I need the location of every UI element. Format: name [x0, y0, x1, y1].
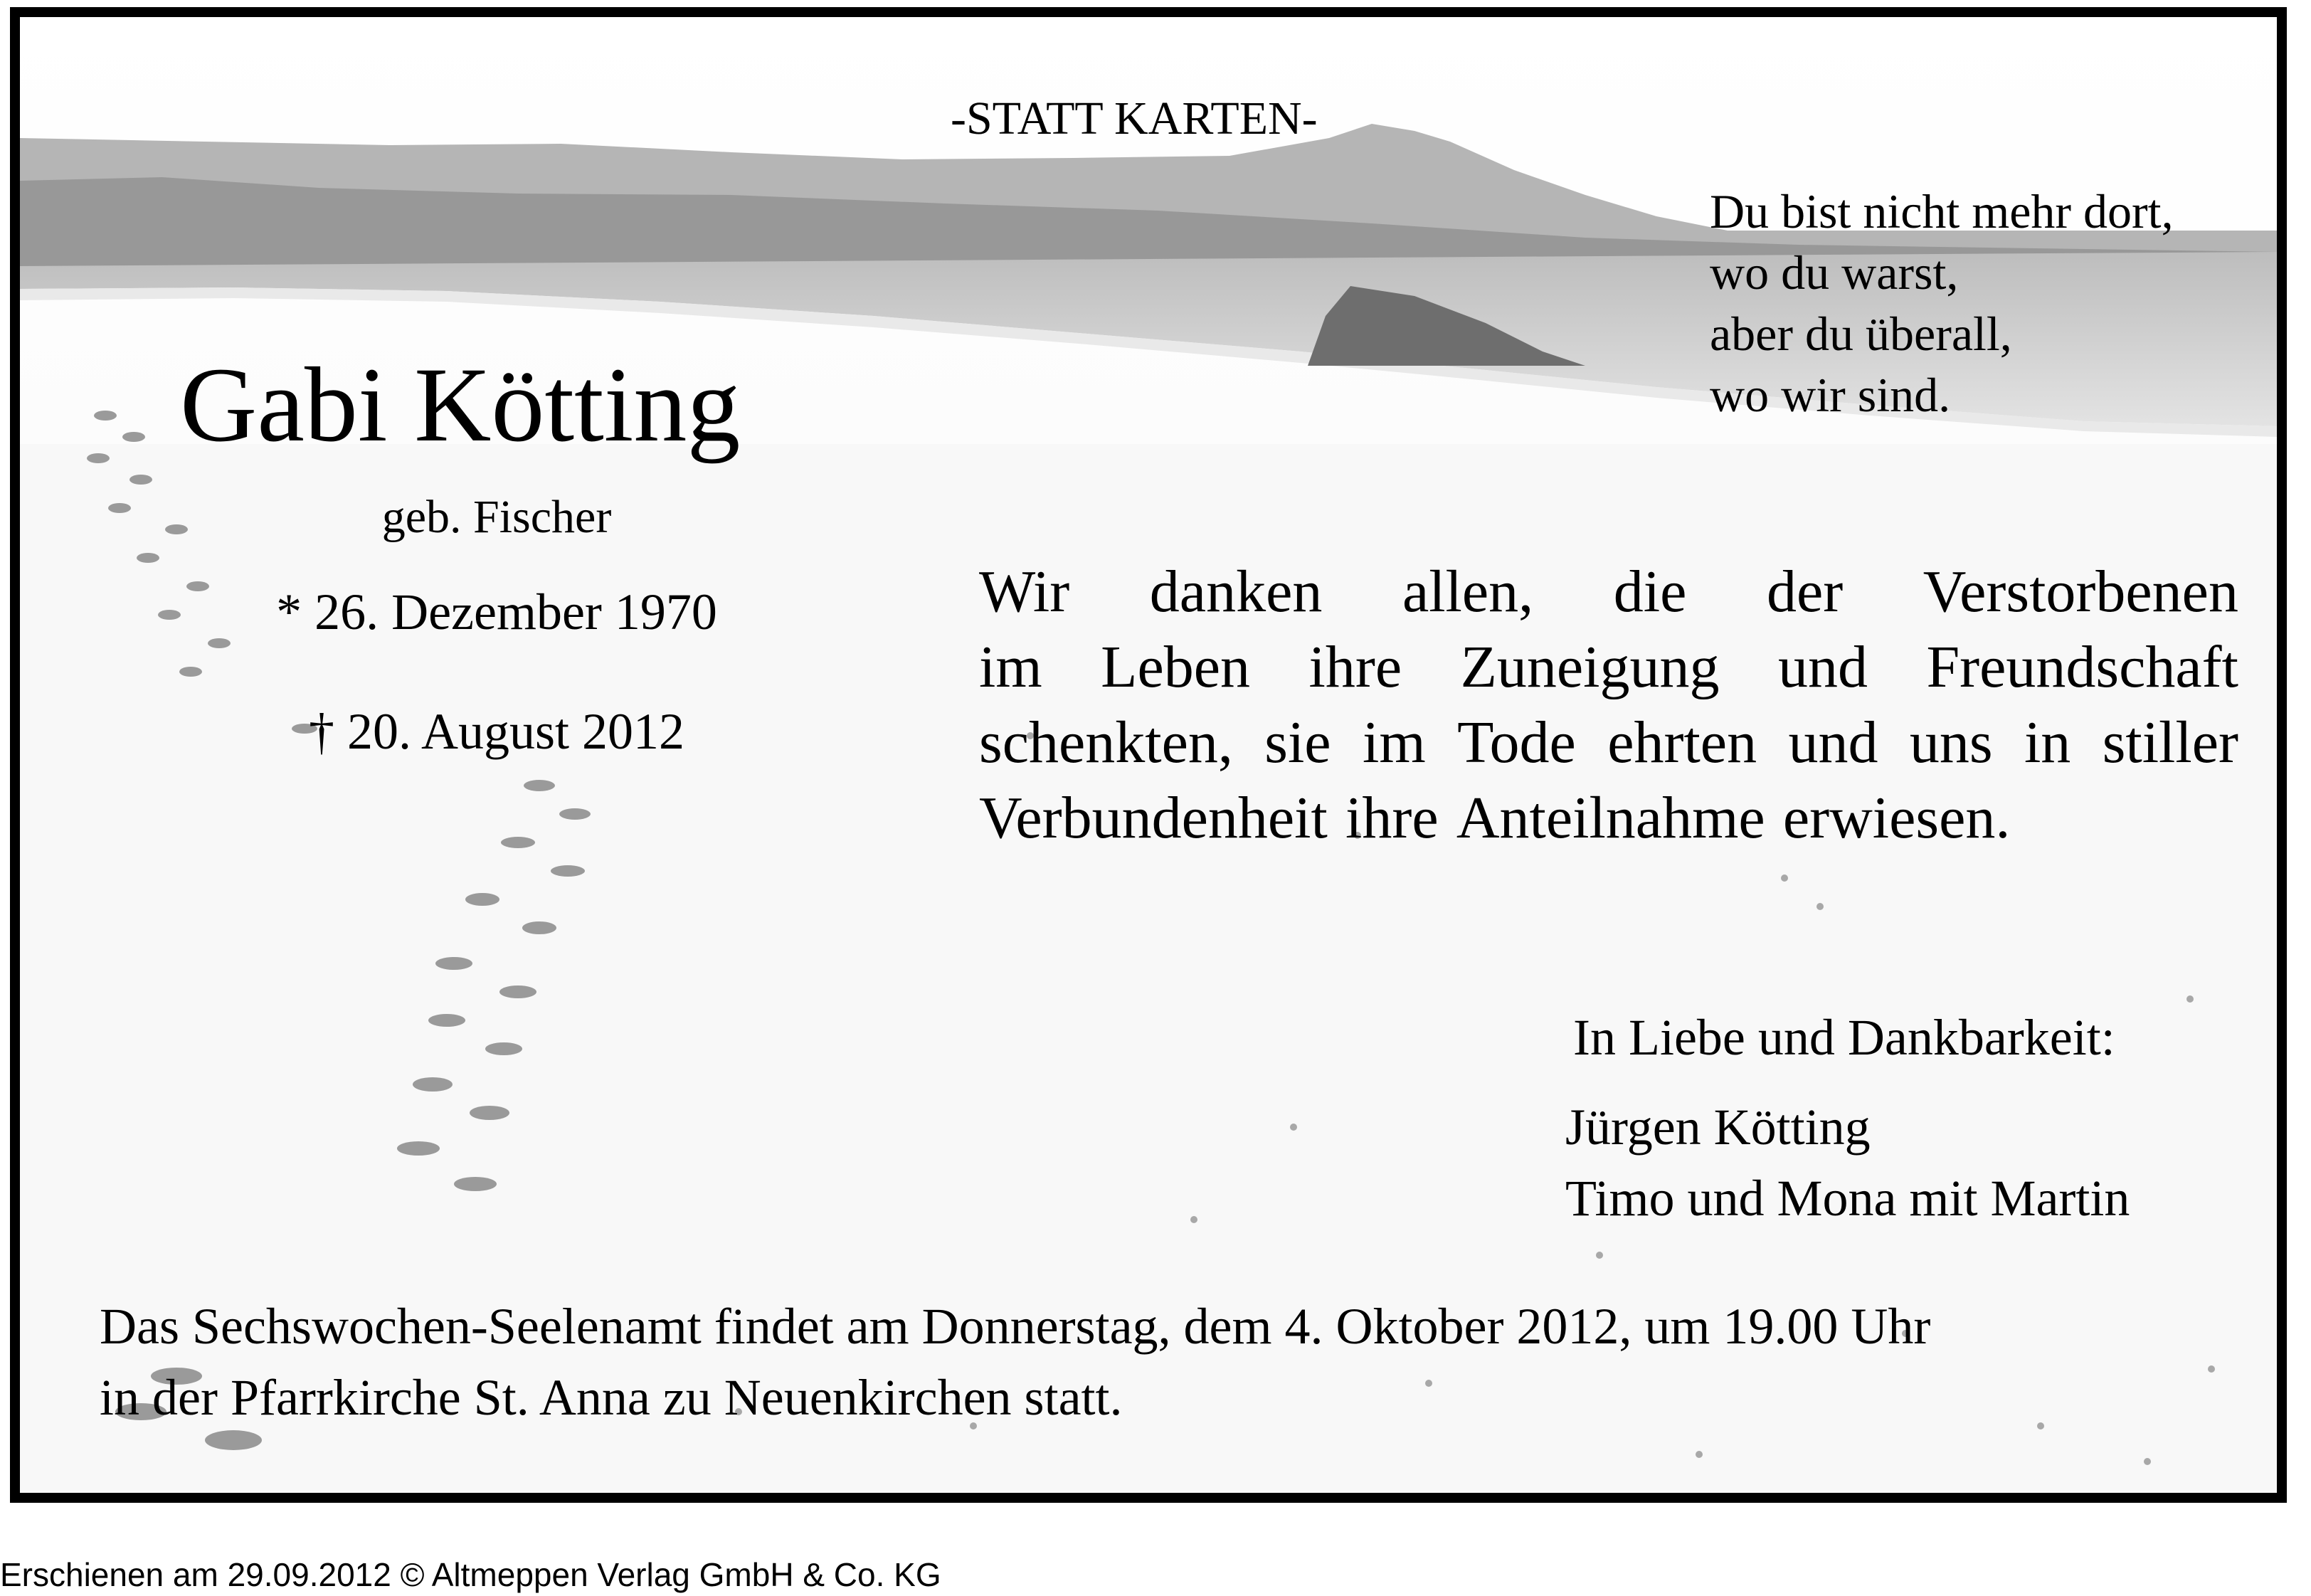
thanks-word: der	[1766, 559, 1844, 625]
death-date: † 20. August 2012	[308, 703, 685, 760]
thanks-word: Verstorbenen	[1923, 559, 2238, 625]
thanks-word: und	[1788, 709, 1878, 776]
thanks-word: Tode	[1457, 709, 1576, 776]
thanks-word: Leben	[1101, 634, 1251, 700]
thanks-word: Anteilnahme	[1456, 785, 1765, 851]
thanks-word: ehrten	[1607, 709, 1757, 776]
signer-name: Timo und Mona mit Martin	[1565, 1170, 2130, 1227]
thanks-line	[979, 554, 2238, 630]
birth-date: * 26. Dezember 1970	[276, 583, 717, 640]
thanks-line	[979, 630, 2238, 705]
deceased-name: Gabi Kötting	[180, 346, 741, 464]
thanks-word: ihre	[1308, 634, 1402, 700]
thanks-word: im	[1362, 709, 1426, 776]
signature-heading: In Liebe und Dankbarkeit:	[1573, 1009, 2115, 1066]
notice-header: -STATT KARTEN-	[951, 93, 1318, 144]
service-line: Das Sechswochen-Seelenamt findet am Donnerstag, dem 4. Oktober 2012, um 19.00 Uhr	[100, 1298, 1931, 1355]
signer-name: Jürgen Kötting	[1565, 1099, 1871, 1156]
quote-line: wo wir sind.	[1710, 368, 1951, 422]
service-announcement	[100, 1291, 1930, 1433]
thanks-word: danken	[1149, 559, 1323, 625]
thanks-word: stiller	[2102, 709, 2238, 776]
thanks-word: und	[1777, 634, 1868, 700]
signers-list	[1565, 1092, 2130, 1234]
thanks-word: allen,	[1402, 559, 1534, 625]
thanks-word: im	[979, 634, 1042, 700]
thanks-word: erwiesen.	[1782, 785, 2011, 851]
maiden-name: geb. Fischer	[381, 491, 612, 543]
quote-line: Du bist nicht mehr dort,	[1710, 184, 2174, 238]
thanks-word: in	[2024, 709, 2071, 776]
thanks-word: Wir	[979, 559, 1070, 625]
thanks-word: sie	[1264, 709, 1331, 776]
obituary-card	[10, 7, 2287, 1503]
thanks-word: Verbundenheit	[979, 785, 1328, 851]
thanks-line	[979, 705, 2238, 781]
memorial-quote	[1710, 181, 2174, 426]
service-line: in der Pfarrkirche St. Anna zu Neuenkirchen statt.	[100, 1369, 1123, 1426]
thanks-word: uns	[1909, 709, 1993, 776]
publication-footer: Erschienen am 29.09.2012 © Altmeppen Verlag GmbH & Co. KG	[0, 1556, 941, 1593]
thanks-paragraph	[979, 554, 2238, 856]
thanks-word: die	[1613, 559, 1687, 625]
thanks-word: Freundschaft	[1926, 634, 2238, 700]
thanks-word: schenkten,	[979, 709, 1233, 776]
quote-line: wo du warst,	[1710, 245, 1959, 300]
thanks-word: ihre	[1345, 785, 1439, 851]
thanks-line	[979, 781, 2238, 856]
quote-line: aber du überall,	[1710, 307, 2012, 361]
thanks-word: Zuneigung	[1460, 634, 1720, 700]
